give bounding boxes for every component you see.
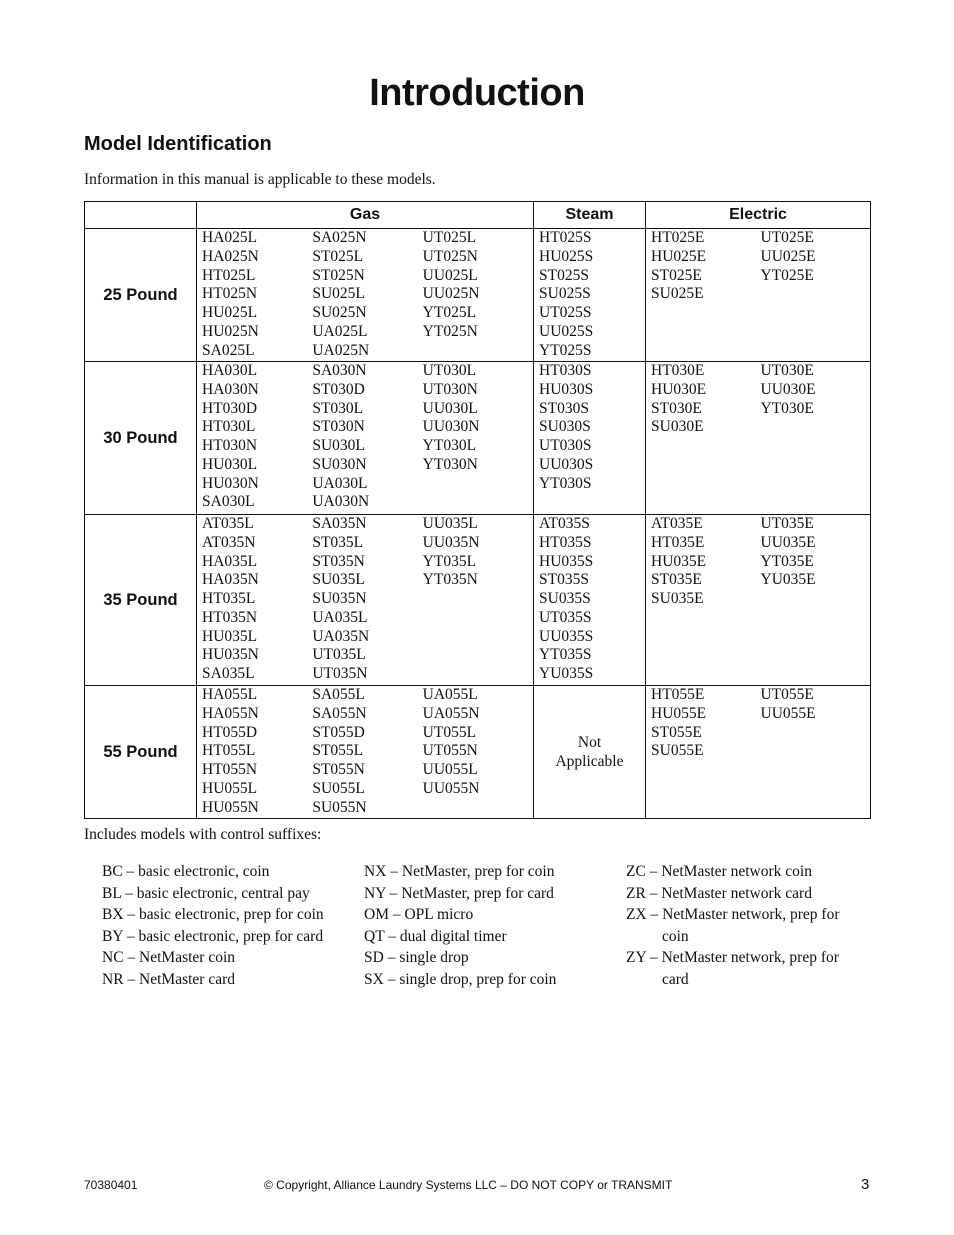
- model-number: HT035S: [539, 533, 592, 551]
- model-number: SU030N: [312, 455, 367, 473]
- model-number: YT030N: [422, 455, 478, 473]
- model-number: HU030N: [202, 474, 259, 492]
- model-number: UU030N: [422, 418, 480, 436]
- model-number: UU025N: [422, 285, 480, 303]
- model-number: HU035N: [202, 646, 259, 664]
- model-number: HU055L: [202, 779, 258, 797]
- suffix-item: ZR – NetMaster network card: [626, 884, 812, 902]
- model-number: UT025L: [422, 229, 477, 246]
- suffix-item: SX – single drop, prep for coin: [364, 970, 557, 988]
- model-number: SU035L: [312, 571, 365, 589]
- electric-models-cell: [646, 515, 871, 686]
- model-number: HA025N: [202, 247, 259, 265]
- suffix-intro: Includes models with control suffixes:: [84, 826, 322, 843]
- model-number: HT030D: [202, 399, 258, 417]
- row-size-label: 35 Pound: [85, 515, 197, 686]
- suffix-item: ZC – NetMaster network coin: [626, 863, 812, 880]
- model-number: ST055E: [651, 723, 702, 741]
- model-number: UU055E: [760, 704, 816, 722]
- not-applicable-text: Not: [577, 734, 602, 751]
- model-number: YT035E: [760, 552, 814, 570]
- suffix-item: BC – basic electronic, coin: [102, 863, 270, 880]
- model-number: UA035L: [312, 608, 368, 626]
- model-number: UU030E: [760, 380, 816, 398]
- model-number: HT035E: [651, 533, 705, 551]
- model-number: HT030N: [202, 437, 258, 454]
- model-number: AT035L: [202, 515, 254, 532]
- model-number: UA030N: [312, 493, 370, 511]
- model-number: UA055N: [422, 704, 480, 722]
- model-number: YT025S: [539, 341, 592, 359]
- model-number: YU035S: [539, 665, 594, 682]
- footer-doc-number: 70380401: [84, 1178, 138, 1192]
- model-number: HA025L: [202, 229, 258, 246]
- model-number: UT030E: [760, 362, 814, 379]
- model-number: HT025S: [539, 229, 592, 246]
- model-number: YT025L: [422, 304, 477, 321]
- model-number: SU025N: [312, 304, 367, 321]
- model-number: SU025L: [312, 285, 365, 303]
- suffix-item: SD – single drop: [364, 949, 469, 966]
- model-number: ST025L: [312, 247, 364, 265]
- model-number: HT055E: [651, 686, 705, 703]
- suffix-item: ZX – NetMaster network, prep for coin: [626, 906, 840, 945]
- table-header-row: [85, 202, 871, 229]
- model-number: SA035L: [202, 665, 255, 682]
- model-number: UU030L: [422, 399, 478, 417]
- model-number: SU030S: [539, 418, 591, 436]
- model-number: UU025L: [422, 266, 478, 284]
- suffix-item: ZY – NetMaster network, prep for card: [626, 949, 839, 988]
- intro-text: Information in this manual is applicable to these models.: [84, 171, 436, 188]
- model-number: HT055L: [202, 742, 256, 760]
- model-number: SU035E: [651, 590, 704, 607]
- header-electric: Electric: [646, 202, 871, 229]
- model-number: YT035L: [422, 552, 477, 570]
- table-row: [85, 515, 871, 686]
- suffix-item: NR – NetMaster card: [102, 970, 235, 988]
- model-number: HT035N: [202, 608, 258, 626]
- model-number: HA035L: [202, 552, 258, 570]
- header-blank: [85, 202, 197, 229]
- row-size-label: 55 Pound: [85, 686, 197, 819]
- suffix-item: BL – basic electronic, central pay: [102, 884, 310, 902]
- section-heading: Model Identification: [84, 133, 272, 155]
- model-number: YT035N: [422, 571, 478, 589]
- model-number: HU025E: [651, 247, 707, 265]
- model-number: AT035E: [651, 515, 703, 532]
- model-number: ST030D: [312, 380, 365, 398]
- model-table: [84, 201, 871, 819]
- suffix-column: [626, 861, 856, 990]
- model-number: UA055L: [422, 686, 478, 703]
- model-number: SA025N: [312, 229, 367, 246]
- model-number: UT025N: [422, 247, 478, 265]
- model-number: ST035N: [312, 552, 365, 570]
- model-number: HA055L: [202, 686, 258, 703]
- not-applicable-text: Applicable: [555, 753, 624, 770]
- model-number: YT030L: [422, 437, 477, 454]
- model-number: ST030L: [312, 399, 364, 417]
- model-number: SU030L: [312, 437, 365, 454]
- model-number: HU055N: [202, 798, 259, 816]
- model-number: SU025S: [539, 285, 591, 303]
- model-number: HA030L: [202, 362, 258, 379]
- suffix-item: NY – NetMaster, prep for card: [364, 884, 554, 902]
- model-number: YT030E: [760, 399, 814, 417]
- model-number: SA025L: [202, 341, 255, 359]
- model-number: UU035E: [760, 533, 816, 551]
- row-size-label: 25 Pound: [85, 229, 197, 362]
- model-number: HT025E: [651, 229, 705, 246]
- model-number: HU030E: [651, 380, 707, 398]
- model-number: HU055E: [651, 704, 707, 722]
- model-number: ST025S: [539, 266, 589, 284]
- model-number: AT035N: [202, 533, 256, 551]
- model-number: SA035N: [312, 515, 367, 532]
- model-number: ST025E: [651, 266, 702, 284]
- model-number: UT035S: [539, 608, 592, 626]
- model-number: SU035N: [312, 590, 367, 607]
- suffix-item: OM – OPL micro: [364, 906, 474, 923]
- model-number: YT025N: [422, 322, 478, 340]
- model-number: UU035N: [422, 533, 480, 551]
- model-number: ST025N: [312, 266, 365, 284]
- model-number: HT030L: [202, 418, 256, 436]
- model-number: UT030L: [422, 362, 477, 379]
- model-number: ST055D: [312, 723, 365, 741]
- gas-models-cell: [197, 229, 534, 362]
- model-number: ST055L: [312, 742, 364, 760]
- suffix-item: QT – dual digital timer: [364, 927, 507, 945]
- model-number: HT055D: [202, 723, 258, 741]
- model-number: HU035S: [539, 552, 594, 570]
- model-number: UT035E: [760, 515, 814, 532]
- model-number: HU025S: [539, 247, 594, 265]
- electric-models-cell: [646, 362, 871, 515]
- model-number: UT030S: [539, 437, 592, 454]
- electric-models-cell: [646, 686, 871, 819]
- steam-not-applicable: [534, 686, 646, 819]
- model-number: YU035E: [760, 571, 816, 589]
- model-number: SA055N: [312, 704, 367, 722]
- suffix-item: NX – NetMaster, prep for coin: [364, 863, 555, 880]
- gas-models-cell: [197, 686, 534, 819]
- model-number: HU030S: [539, 380, 594, 398]
- table-row: [85, 229, 871, 362]
- model-number: UT055E: [760, 686, 814, 703]
- model-number: SU030E: [651, 418, 704, 436]
- model-number: SU055E: [651, 742, 704, 760]
- model-number: SU055L: [312, 779, 365, 797]
- model-number: YT030S: [539, 474, 592, 492]
- model-number: ST035E: [651, 571, 702, 589]
- model-number: UU025S: [539, 322, 594, 340]
- header-gas: Gas: [197, 202, 534, 229]
- table-row: [85, 362, 871, 515]
- model-number: HU025N: [202, 322, 259, 340]
- steam-models-cell: [534, 515, 646, 686]
- model-number: ST030N: [312, 418, 365, 436]
- model-number: HU030L: [202, 455, 258, 473]
- model-number: HT035L: [202, 590, 256, 607]
- suffix-item: BY – basic electronic, prep for card: [102, 927, 324, 945]
- model-number: SA055L: [312, 686, 365, 703]
- table-row: [85, 686, 871, 819]
- steam-models-cell: [534, 229, 646, 362]
- model-number: HU025L: [202, 304, 258, 321]
- model-number: UA025L: [312, 322, 368, 340]
- footer-page-number: 3: [861, 1176, 870, 1193]
- model-number: UU055N: [422, 779, 480, 797]
- model-number: HA030N: [202, 380, 259, 398]
- model-number: UT055L: [422, 723, 477, 741]
- model-number: HT025N: [202, 285, 258, 303]
- model-number: UA025N: [312, 341, 370, 359]
- model-number: AT035S: [539, 515, 590, 532]
- model-number: SA030N: [312, 362, 367, 379]
- model-number: UA035N: [312, 627, 370, 645]
- model-number: HU035L: [202, 627, 258, 645]
- model-number: UU035L: [422, 515, 478, 532]
- model-number: UU025E: [760, 247, 816, 265]
- model-number: ST035S: [539, 571, 589, 589]
- row-size-label: 30 Pound: [85, 362, 197, 515]
- model-number: UT035L: [312, 646, 366, 664]
- electric-models-cell: [646, 229, 871, 362]
- suffix-item: NC – NetMaster coin: [102, 949, 236, 966]
- model-number: HA035N: [202, 571, 259, 589]
- model-number: HU035E: [651, 552, 707, 570]
- suffix-column: [102, 861, 352, 990]
- model-number: HT030S: [539, 362, 592, 379]
- model-number: UT025E: [760, 229, 814, 246]
- model-number: UU055L: [422, 761, 478, 778]
- model-number: HT025L: [202, 266, 256, 284]
- model-number: ST055N: [312, 761, 365, 778]
- model-number: HA055N: [202, 704, 259, 722]
- suffix-item: BX – basic electronic, prep for coin: [102, 906, 324, 923]
- gas-models-cell: [197, 362, 534, 515]
- model-number: UT030N: [422, 380, 478, 398]
- model-number: YT025E: [760, 266, 814, 284]
- model-number: SU055N: [312, 798, 367, 816]
- model-number: SU035S: [539, 590, 591, 607]
- model-number: UA030L: [312, 474, 368, 492]
- model-number: ST035L: [312, 533, 364, 551]
- steam-models-cell: [534, 362, 646, 515]
- model-number: UU035S: [539, 627, 594, 645]
- suffix-column: [364, 861, 614, 990]
- page-title: Introduction: [369, 72, 585, 114]
- model-number: UT025S: [539, 304, 592, 321]
- model-number: UU030S: [539, 455, 594, 473]
- model-number: ST030E: [651, 399, 702, 417]
- model-number: UT055N: [422, 742, 478, 760]
- model-number: SA030L: [202, 493, 255, 511]
- model-number: SU025E: [651, 285, 704, 303]
- model-number: HT030E: [651, 362, 705, 379]
- footer-copyright: © Copyright, Alliance Laundry Systems LLC – DO NOT COPY or TRANSMIT: [264, 1178, 673, 1192]
- model-number: YT035S: [539, 646, 592, 664]
- model-number: UT035N: [312, 665, 368, 682]
- model-number: HT055N: [202, 761, 258, 778]
- gas-models-cell: [197, 515, 534, 686]
- model-number: ST030S: [539, 399, 589, 417]
- header-steam: Steam: [534, 202, 646, 229]
